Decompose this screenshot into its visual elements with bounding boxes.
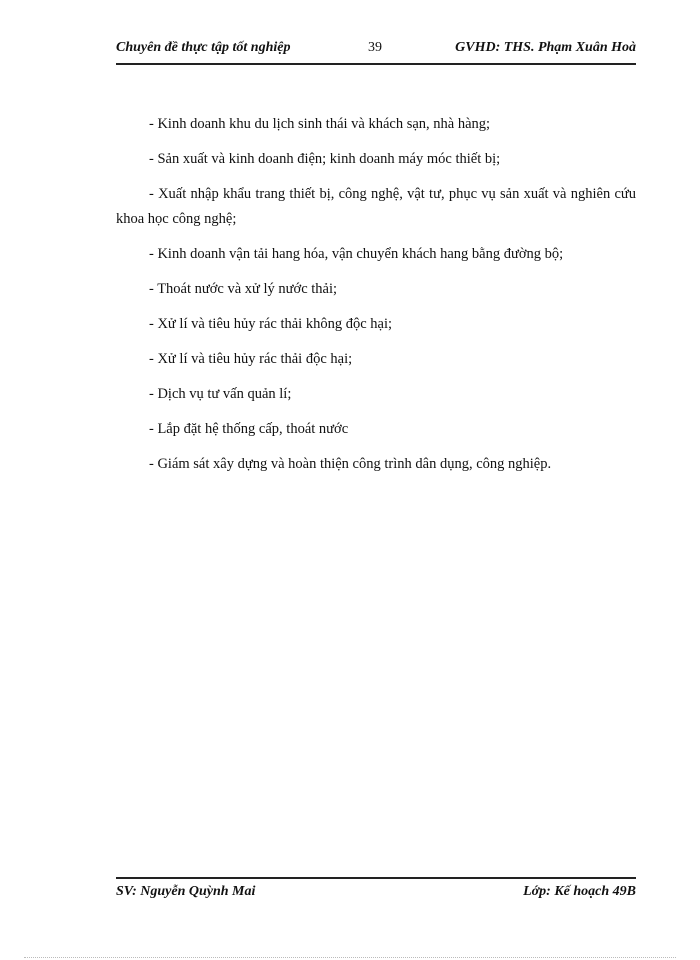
- list-item: - Giám sát xây dựng và hoàn thiện công trình dân dụng, công nghiệp.: [149, 456, 552, 472]
- footer-class: Lớp: Kế hoạch 49B: [523, 884, 636, 899]
- body-text: [116, 112, 636, 487]
- list-item: - Xử lí và tiêu hủy rác thải không độc hại;: [149, 316, 393, 332]
- list-item: - Xử lí và tiêu hủy rác thải độc hại;: [149, 351, 353, 367]
- header-advisor: GVHD: THS. Phạm Xuân Hoà: [455, 40, 636, 55]
- header-title: Chuyên đề thực tập tốt nghiệp: [116, 40, 291, 55]
- list-item: - Kinh doanh vận tải hang hóa, vận chuyển khách hang bằng đường bộ;: [149, 246, 564, 262]
- footer-divider: [116, 877, 636, 879]
- list-item: - Lắp đặt hệ thống cấp, thoát nước: [149, 421, 349, 437]
- list-item: - Kinh doanh khu du lịch sinh thái và khách sạn, nhà hàng;: [149, 116, 491, 132]
- list-item: - Sản xuất và kinh doanh điện; kinh doanh máy móc thiết bị;: [149, 151, 501, 167]
- page-footer: [116, 884, 636, 906]
- list-item: - Xuất nhập khẩu trang thiết bị, công nghệ, vật tư, phục vụ sản xuất và nghiên cứu khoa học công nghệ;: [116, 186, 636, 227]
- page-bottom-border: [24, 957, 676, 958]
- header-page-number: 39: [368, 40, 382, 55]
- list-item: - Thoát nước và xử lý nước thải;: [149, 281, 338, 297]
- header-divider: [116, 63, 636, 65]
- page-header: [116, 40, 636, 62]
- list-item: - Dịch vụ tư vấn quản lí;: [149, 386, 292, 402]
- footer-student: SV: Nguyễn Quỳnh Mai: [116, 884, 256, 899]
